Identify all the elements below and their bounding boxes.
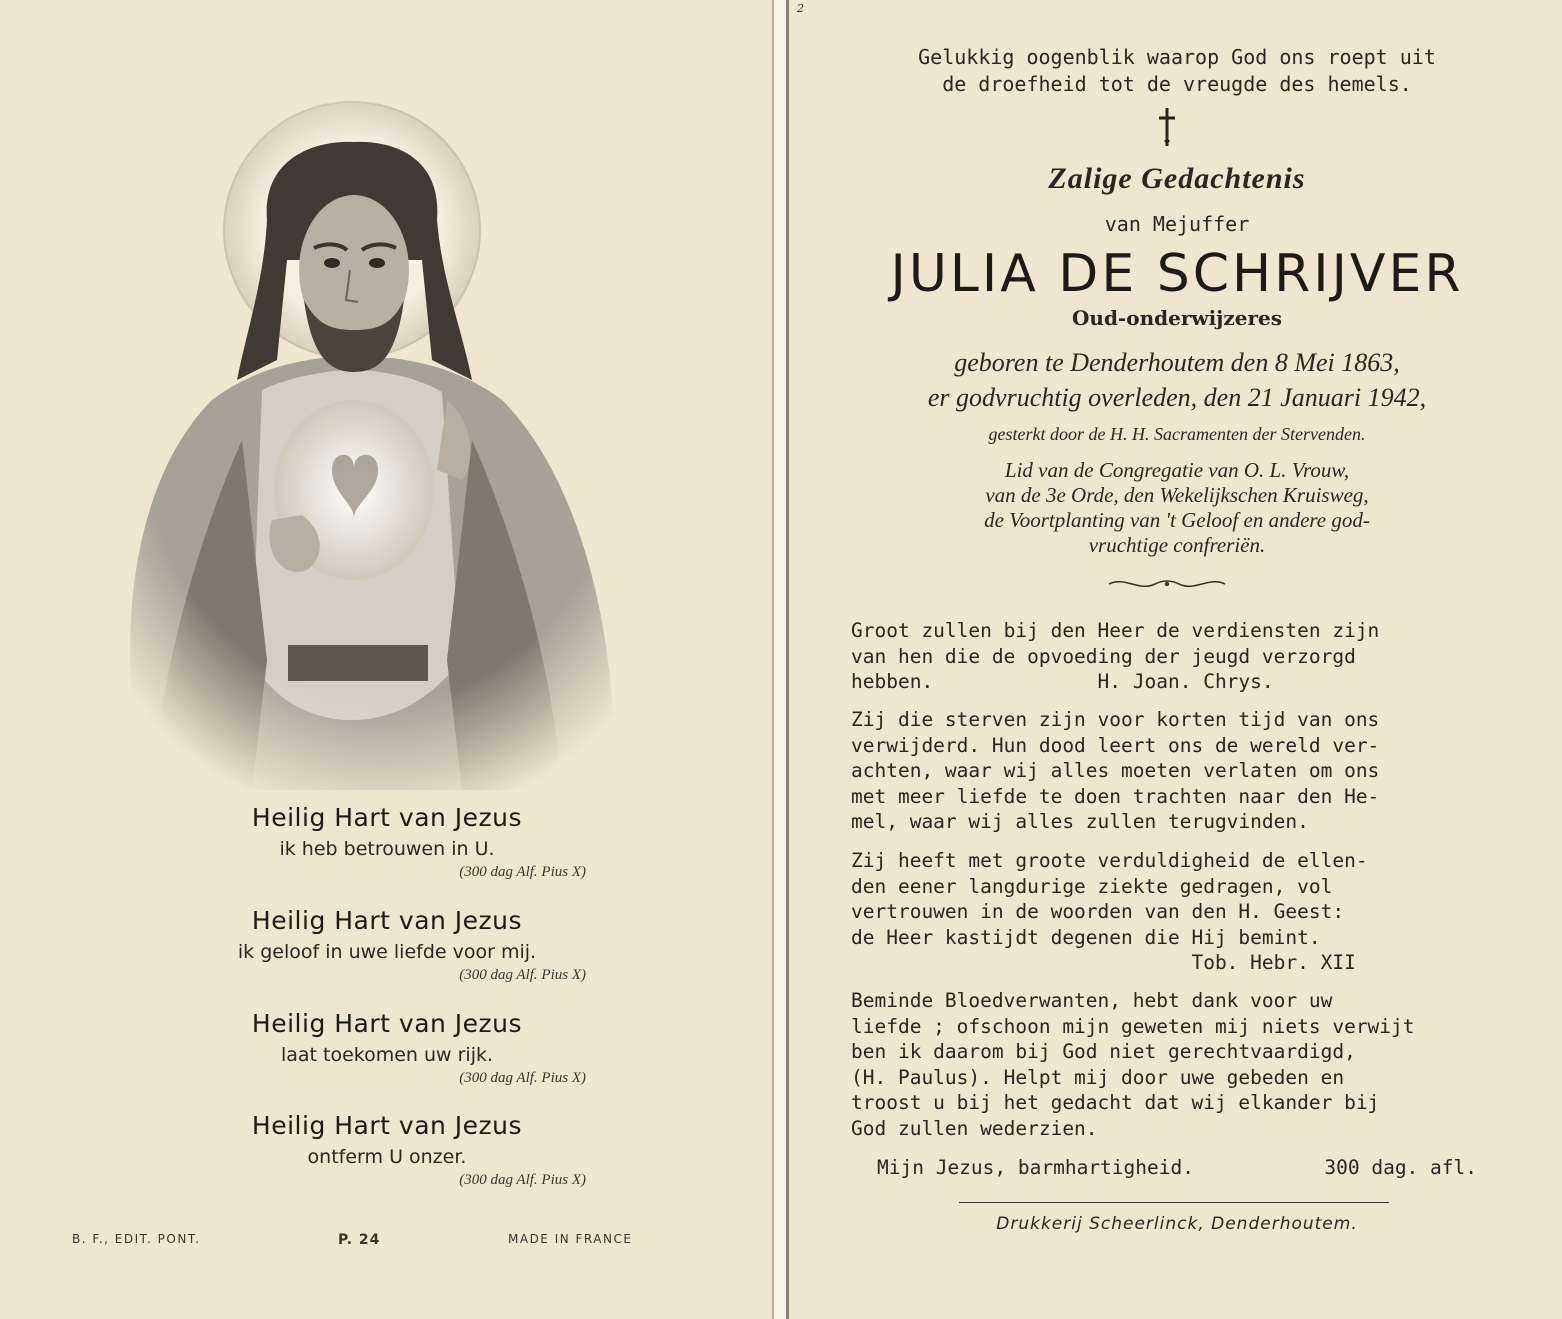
membership-line: vruchtige confreriën. — [1088, 533, 1266, 557]
card-gap — [774, 0, 786, 1319]
origin-text: MADE IN FRANCE — [508, 1232, 633, 1246]
quote-line: Beminde Bloedverwanten, hebt dank voor uw — [851, 989, 1333, 1012]
right-card — [786, 0, 1562, 1319]
footer-rule — [959, 1202, 1389, 1203]
sacraments-line: gesterkt door de H. H. Sacramenten der Stervenden. — [988, 424, 1366, 444]
prayer-block-2 — [0, 906, 774, 984]
prayer-line: ontferm U onzer. — [307, 1146, 467, 1168]
prayer-title: Heilig Hart van Jezus — [251, 1009, 523, 1038]
quote-line: God zullen wederzien. — [851, 1116, 1098, 1140]
memorial-heading: Zalige Gedachtenis — [1048, 162, 1306, 195]
quote-line: Zij die sterven zijn voor korten tijd van ons — [851, 708, 1380, 731]
title-prefix: van Mejuffer — [1104, 212, 1250, 236]
prayer-indulgence: (300 dag Alf. Pius X) — [459, 1172, 586, 1188]
quote-line: vertrouwen in de woorden van den H. Geest: — [851, 900, 1345, 923]
membership-block — [789, 458, 1562, 558]
quote-death — [851, 707, 1503, 835]
quote-line: den eener langdurige ziekte gedragen, vol — [851, 874, 1333, 898]
prayer-indulgence: (300 dag Alf. Pius X) — [459, 864, 586, 880]
sacred-heart-portrait — [92, 100, 672, 790]
cross-icon — [1155, 106, 1179, 148]
opening-verse — [789, 44, 1562, 98]
quote-line: van hen die de opvoeding der jeugd verzorgd — [851, 644, 1356, 668]
quote-line: verwijderd. Hun dood leert ons de wereld ver- — [851, 733, 1380, 757]
closing-indulgence: 300 dag. afl. — [1324, 1156, 1477, 1179]
quote-line: met meer liefde te doen trachten naar den He- — [851, 784, 1380, 808]
profession: Oud-onderwijzeres — [1071, 306, 1283, 330]
prayer-block-3 — [0, 1009, 774, 1087]
quote-line: achten, waar wij alles moeten verlaten om ons — [851, 759, 1380, 782]
quote-line: liefde ; ofschoon mijn geweten mij niets verwijt — [851, 1014, 1415, 1038]
prayer-title: Heilig Hart van Jezus — [251, 906, 523, 935]
quote-line: hebben. H. Joan. Chrys. — [851, 670, 1274, 693]
quote-line: Tob. Hebr. XII — [851, 951, 1356, 974]
quote-chrysostom — [851, 618, 1503, 695]
opening-line: de droefheid tot de vreugde des hemels. — [942, 72, 1412, 96]
quote-line: mel, waar wij alles zullen terugvinden. — [851, 810, 1309, 833]
prayer-title: Heilig Hart van Jezus — [251, 1111, 523, 1140]
quote-patience — [851, 848, 1503, 976]
quote-line: Groot zullen bij den Heer de verdiensten zijn — [851, 619, 1380, 642]
membership-line: Lid van de Congregatie van O. L. Vrouw, — [1004, 458, 1350, 482]
prayer-line: ik heb betrouwen in U. — [279, 838, 495, 860]
deceased-name: JULIA DE SCHRIJVER — [890, 244, 1464, 304]
opening-line: Gelukkig oogenblik waarop God ons roept uit — [918, 45, 1436, 69]
prayer-indulgence: (300 dag Alf. Pius X) — [459, 967, 586, 983]
card-number: P. 24 — [338, 1232, 381, 1248]
prayer-block-4 — [0, 1111, 774, 1189]
quote-line: Zij heeft met groote verduldigheid de ellen- — [851, 849, 1368, 872]
membership-line: van de 3e Orde, den Wekelijkschen Kruisweg, — [985, 483, 1369, 507]
quote-line: de Heer kastijdt degenen die Hij bemint. — [851, 925, 1321, 949]
left-card — [0, 0, 774, 1319]
closing-prayer: Mijn Jezus, barmhartigheid. — [877, 1156, 1194, 1179]
membership-line: de Voortplanting van 't Geloof en andere god- — [984, 508, 1370, 532]
quote-line: (H. Paulus). Helpt mij door uwe gebeden en — [851, 1065, 1345, 1089]
prayer-line: laat toekomen uw rijk. — [280, 1044, 494, 1066]
quote-relatives — [851, 988, 1503, 1141]
quote-line: troost u bij het gedacht dat wij elkander bij — [851, 1091, 1380, 1114]
death-line: er godvruchtig overleden, den 21 Januari 1942, — [927, 383, 1427, 412]
publisher-text: B. F., EDIT. PONT. — [72, 1232, 201, 1246]
corner-mark: 2 — [797, 2, 804, 15]
printer-line: Drukkerij Scheerlinck, Denderhoutem. — [996, 1214, 1358, 1234]
birth-line: geboren te Denderhoutem den 8 Mei 1863, — [954, 348, 1400, 377]
quote-line: ben ik daarom bij God niet gerechtvaardigd, — [851, 1040, 1356, 1063]
closing-row — [877, 1156, 1477, 1179]
prayer-title: Heilig Hart van Jezus — [251, 803, 523, 832]
ornament-divider — [1105, 574, 1229, 594]
prayer-block-1 — [0, 803, 774, 881]
prayer-line: ik geloof in uwe liefde voor mij. — [237, 941, 537, 963]
prayer-indulgence: (300 dag Alf. Pius X) — [459, 1070, 586, 1086]
